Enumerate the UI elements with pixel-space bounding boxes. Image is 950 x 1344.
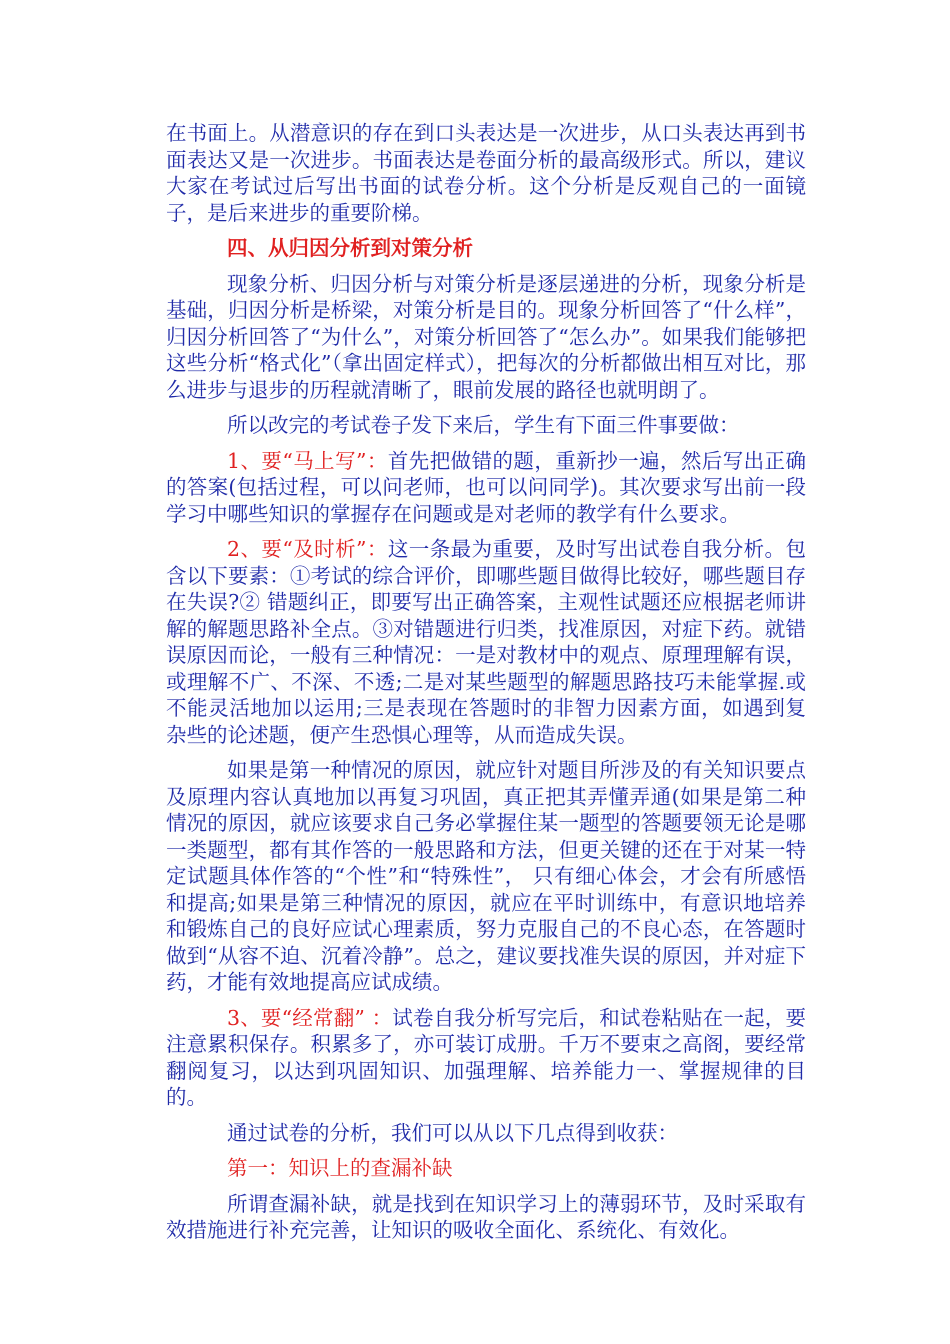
list-item-label: 2、要“及时析”： (227, 537, 388, 561)
list-item-label: 1、要“马上写”： (227, 448, 388, 473)
document-body (166, 120, 806, 1253)
list-item-write-immediately (166, 448, 806, 528)
list-item-review-often (166, 1005, 806, 1111)
list-item-text: 这一条最为重要，及时写出试卷自我分析。包含以下要素：①考试的综合评价，即哪些题目做得比较好，哪些题目存在失误?② 错题纠正，即要写出正确答案，主观性试题还应根据老师讲解的解题思路补全点。③对错题进行归类，找准原因，对症下药。就错误原因而论，一般有三种情况：一是对教材中的观点、原理理解有误，或理解不广、不深、不透;二是对某些题型的解题思路技巧未能掌握.或不能灵活地加以运用;三是表现在答题时的非智力因素方面，如遇到复杂些的论述题，便产生恐惧心理等，从而造成失误。 (166, 537, 806, 747)
paragraph-written-expression: 在书面上。从潜意识的存在到口头表达是一次进步，从口头表达再到书面表达又是一次进步。书面表达是卷面分析的最高级形式。所以，建议大家在考试过后写出书面的试卷分析。这个分析是反观自己的一面镜子，是后来进步的重要阶梯。 (166, 121, 806, 225)
section-heading-four: 四、从归因分析到对策分析 (227, 236, 473, 260)
list-item-analyze-timely (166, 536, 806, 748)
paragraph-error-causes: 如果是第一种情况的原因，就应针对题目所涉及的有关知识要点及原理内容认真地加以再复习巩固，真正把其弄懂弄通(如果是第二种情况的原因，就应该要求自己务必掌握住某一题型的答题要领无论是哪一类题型，都有其作答的一般思路和方法，但更关键的还在于对某一特定试题具体作答的“个性”和“特殊性”， 只有细心体会，才会有所感悟和提高;如果是第三种情况的原因，就应在平时训练中，有意识地培养和锻炼自己的良好应试心理素质，努力克服自己的不良心态，在答题时做到“从容不迫、沉着冷静”。总之，建议要找准失误的原因，并对症下药，才能有效地提高应试成绩。 (166, 758, 806, 994)
list-item-text: 首先把做错的题，重新抄一遍，然后写出正确的答案(包括过程，可以问老师，也可以问同学)。其次要求写出前一段学习中哪些知识的掌握存在问题或是对老师的教学有什么要求。 (166, 448, 806, 526)
list-item-label: 3、要“经常翻” ： (227, 1005, 393, 1030)
paragraph-fill-gaps: 所谓查漏补缺，就是找到在知识学习上的薄弱环节，及时采取有效措施进行补充完善，让知识的吸收全面化、系统化、有效化。 (166, 1191, 806, 1242)
paragraph-analysis-levels: 现象分析、归因分析与对策分析是逐层递进的分析，现象分析是基础，归因分析是桥梁，对策分析是目的。现象分析回答了“什么样”，归因分析回答了“为什么”，对策分析回答了“怎么办”。如果我们能够把这些分析“格式化”（拿出固定样式），把每次的分析都做出相互对比，那么进步与退步的历程就清晰了，眼前发展的路径也就明朗了。 (166, 271, 806, 402)
section-heading-first: 第一：知识上的查漏补缺 (227, 1156, 453, 1180)
list-item-text: 试卷自我分析写完后，和试卷粘贴在一起，要注意累积保存。积累多了，亦可装订成册。千万不要束之高阁，要经常翻阅复习，以达到巩固知识、加强理解、培养能力一、掌握规律的目的。 (166, 1005, 806, 1109)
paragraph-three-tasks-intro: 所以改完的考试卷子发下来后，学生有下面三件事要做： (227, 413, 740, 437)
paragraph-gains-intro: 通过试卷的分析，我们可以从以下几点得到收获： (227, 1120, 678, 1145)
